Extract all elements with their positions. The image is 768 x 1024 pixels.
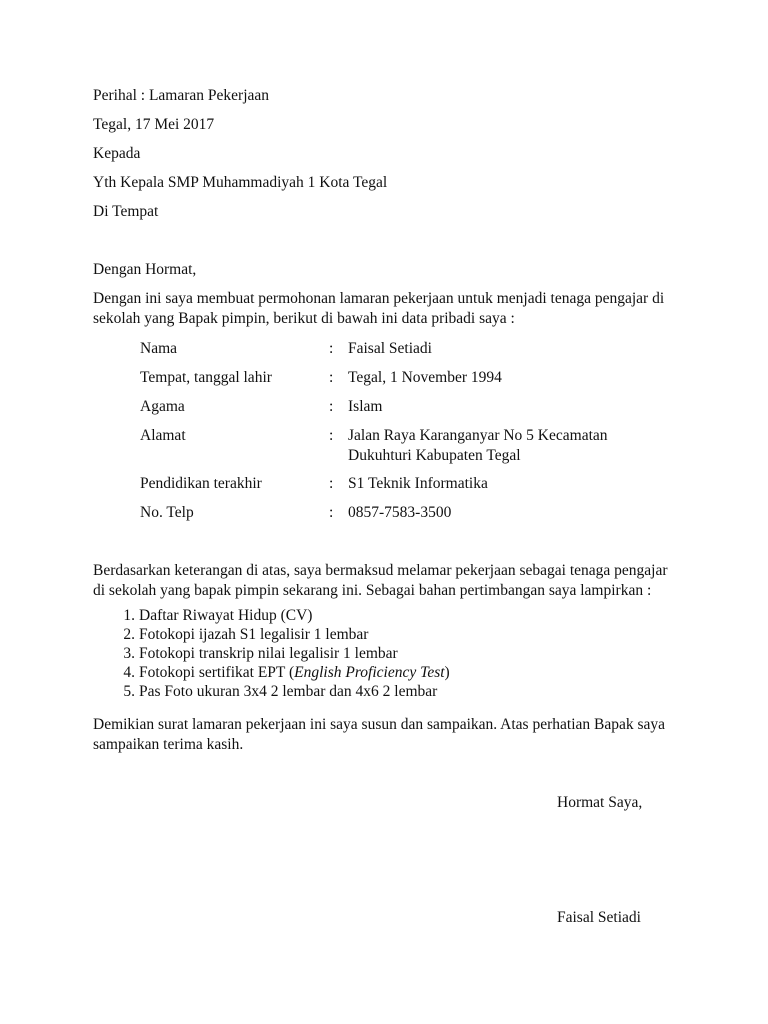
- list-text: Fotokopi transkrip nilai legalisir 1 lembar: [139, 645, 398, 662]
- list-number: 4.: [123, 664, 135, 681]
- data-colon: :: [329, 340, 334, 357]
- list-text-part: Fotokopi sertifikat EPT (: [139, 664, 295, 681]
- list-text: Daftar Riwayat Hidup (CV): [139, 607, 313, 624]
- list-number: 1.: [123, 607, 135, 624]
- data-value: 0857-7583-3500: [348, 504, 452, 521]
- list-number: 3.: [123, 645, 135, 662]
- date-line: Tegal, 17 Mei 2017: [93, 116, 215, 133]
- list-text: Fotokopi ijazah S1 legalisir 1 lembar: [139, 626, 369, 643]
- addressee-label: Kepada: [93, 145, 141, 162]
- data-value: Tegal, 1 November 1994: [348, 369, 502, 386]
- data-label: Tempat, tanggal lahir: [140, 369, 272, 386]
- list-text: [139, 663, 450, 682]
- closing-paragraph: Demikian surat lamaran pekerjaan ini saya susun dan sampaikan. Atas perhatian Bapak saya sampaikan terima kasih.: [93, 716, 666, 753]
- signature-salutation: Hormat Saya,: [557, 794, 643, 811]
- place-line: Di Tempat: [93, 203, 159, 220]
- data-value: Faisal Setiadi: [348, 340, 432, 357]
- data-label: Nama: [140, 340, 178, 357]
- signature-name: Faisal Setiadi: [557, 909, 641, 926]
- body-paragraph: Berdasarkan keterangan di atas, saya bermaksud melamar pekerjaan sebagai tenaga pengajar di sekolah yang bapak pimpin sekarang ini. Sebagai bahan pertimbangan saya lampirkan :: [93, 562, 668, 599]
- list-text-italic: English Proficiency Test: [294, 664, 445, 681]
- data-label: No. Telp: [140, 504, 194, 521]
- data-value: Islam: [348, 398, 383, 415]
- data-label: Agama: [140, 398, 185, 415]
- data-label: Pendidikan terakhir: [140, 475, 262, 492]
- subject-line: Perihal : Lamaran Pekerjaan: [93, 87, 270, 104]
- list-text-part: ): [444, 664, 450, 681]
- data-value: S1 Teknik Informatika: [348, 475, 488, 492]
- data-label: Alamat: [140, 427, 186, 444]
- greeting: Dengan Hormat,: [93, 261, 197, 278]
- data-colon: :: [329, 504, 334, 521]
- recipient-line: Yth Kepala SMP Muhammadiyah 1 Kota Tegal: [93, 174, 388, 191]
- list-text: Pas Foto ukuran 3x4 2 lembar dan 4x6 2 lembar: [139, 683, 438, 700]
- list-number: 2.: [123, 626, 135, 643]
- data-value: Jalan Raya Karanganyar No 5 Kecamatan Dukuhturi Kabupaten Tegal: [348, 427, 608, 464]
- list-number: 5.: [123, 683, 135, 700]
- intro-paragraph: Dengan ini saya membuat permohonan lamaran pekerjaan untuk menjadi tenaga pengajar di sekolah yang Bapak pimpin, berikut di bawah ini data pribadi saya :: [93, 290, 665, 327]
- data-colon: :: [329, 369, 334, 386]
- data-colon: :: [329, 398, 334, 415]
- data-colon: :: [329, 475, 334, 492]
- data-colon: :: [329, 427, 334, 444]
